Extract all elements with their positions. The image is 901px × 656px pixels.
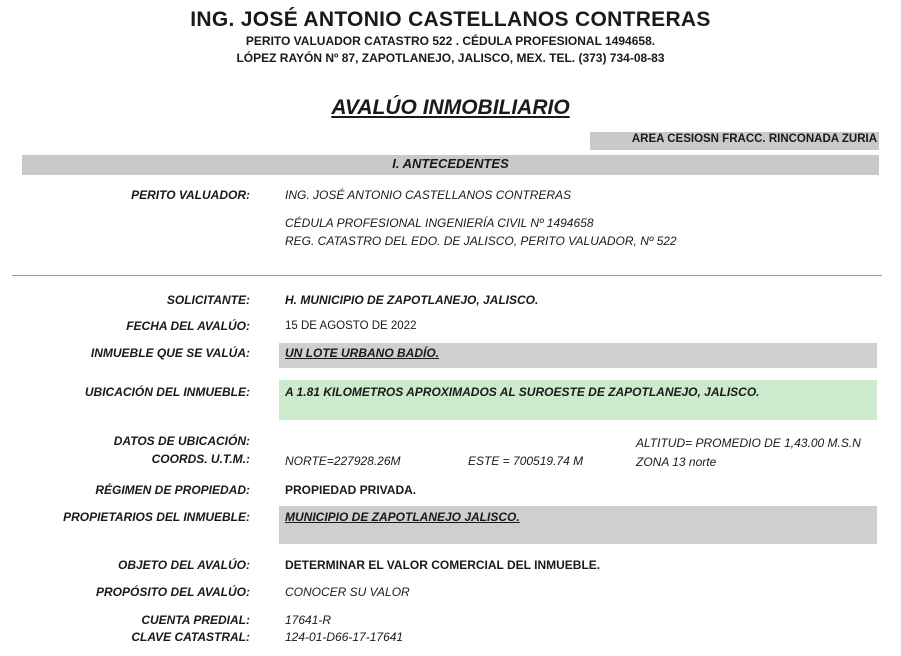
- section-title: I. ANTECEDENTES: [392, 156, 509, 171]
- cuenta-label: CUENTA PREDIAL:: [141, 613, 250, 627]
- propietarios-label: PROPIETARIOS DEL INMUEBLE:: [63, 510, 250, 524]
- ubicacion-label: UBICACIÓN DEL INMUEBLE:: [84, 385, 250, 399]
- divider: [12, 275, 882, 276]
- appraiser-name-heading: ING. JOSÉ ANTONIO CASTELLANOS CONTRERAS: [190, 8, 711, 31]
- ubicacion-value: A 1.81 KILOMETROS APROXIMADOS AL SUROESTE DE ZAPOTLANEJO, JALISCO.: [285, 385, 760, 399]
- clave-value: 124-01-D66-17-17641: [285, 630, 404, 644]
- objeto-label: OBJETO DEL AVALÚO:: [117, 558, 250, 572]
- document-title: AVALÚO INMOBILIARIO: [331, 96, 570, 119]
- appraiser-credentials-line: PERITO VALUADOR CATASTRO 522 . CÉDULA PROFESIONAL 1494658.: [245, 34, 656, 48]
- inmueble-label: INMUEBLE QUE SE VALÚA:: [90, 346, 250, 360]
- altitud-value: ALTITUD= PROMEDIO DE 1,43.00 M.S.N: [636, 436, 861, 450]
- regimen-value: PROPIEDAD PRIVADA.: [285, 483, 417, 497]
- perito-registro: REG. CATASTRO DEL EDO. DE JALISCO, PERITO VALUADOR, Nº 522: [285, 234, 677, 248]
- proposito-value: CONOCER SU VALOR: [285, 585, 410, 599]
- perito-cedula: CÉDULA PROFESIONAL INGENIERÍA CIVIL Nº 1494658: [285, 216, 594, 230]
- coords-este: ESTE = 700519.74 M: [468, 454, 584, 468]
- proposito-label: PROPÓSITO DEL AVALÚO:: [95, 585, 250, 599]
- fecha-value: 15 DE AGOSTO DE 2022: [285, 320, 417, 332]
- inmueble-value: UN LOTE URBANO BADÍO.: [285, 346, 439, 360]
- cuenta-value: 17641-R: [285, 613, 332, 627]
- solicitante-value: H. MUNICIPIO DE ZAPOTLANEJO, JALISCO.: [285, 293, 539, 307]
- coords-norte: NORTE=227928.26M: [285, 454, 401, 468]
- datos-ubicacion-label: DATOS DE UBICACIÓN:: [113, 434, 250, 448]
- solicitante-label: SOLICITANTE:: [166, 293, 250, 307]
- zona-value: ZONA 13 norte: [636, 455, 717, 469]
- coords-utm-label: COORDS. U.T.M.:: [151, 452, 250, 466]
- propietarios-value: MUNICIPIO DE ZAPOTLANEJO JALISCO.: [285, 510, 520, 524]
- clave-label: CLAVE CATASTRAL:: [131, 630, 250, 644]
- objeto-value: DETERMINAR EL VALOR COMERCIAL DEL INMUEBLE.: [285, 558, 601, 572]
- appraiser-address-line: LÓPEZ RAYÓN Nº 87, ZAPOTLANEJO, JALISCO, MEX. TEL. (373) 734-08-83: [236, 51, 665, 65]
- perito-label: PERITO VALUADOR:: [131, 188, 250, 202]
- regimen-label: RÉGIMEN DE PROPIEDAD:: [95, 483, 250, 497]
- fecha-label: FECHA DEL AVALÚO:: [126, 319, 250, 333]
- perito-name: ING. JOSÉ ANTONIO CASTELLANOS CONTRERAS: [285, 188, 572, 202]
- area-label: AREA CESIOSN FRACC. RINCONADA ZURIA: [631, 133, 877, 145]
